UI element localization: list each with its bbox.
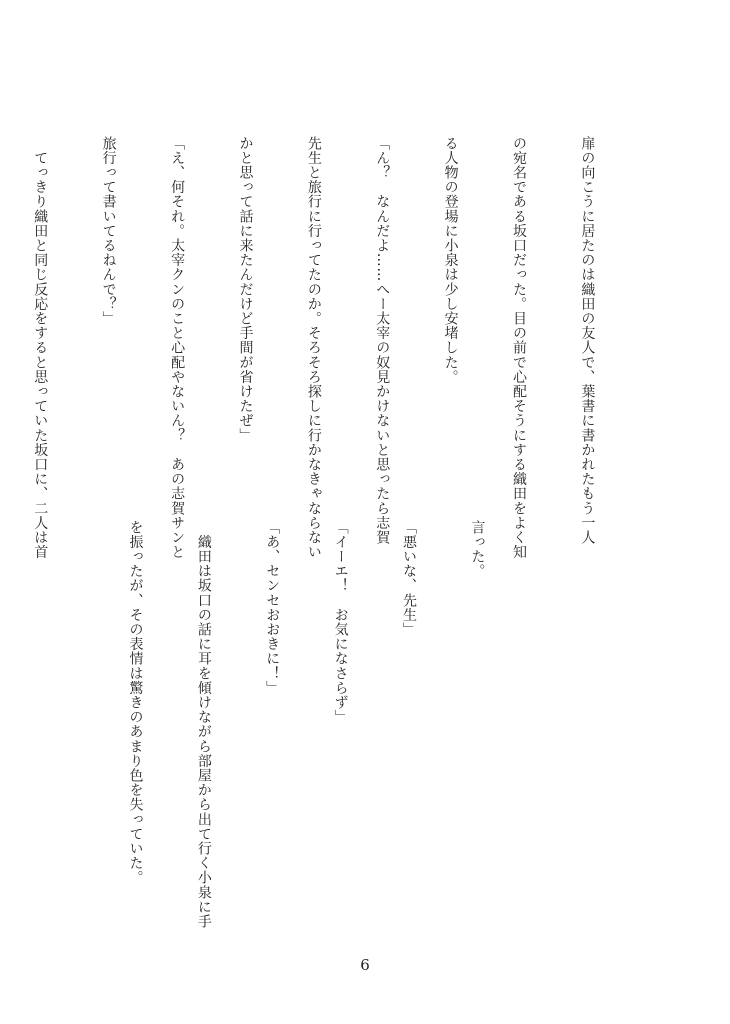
page-number: 6 [360,956,370,974]
text-line: 「ん？ なんだよ……へー太宰の奴見かけないと思ったら志賀 [374,136,391,545]
text-line: を振ったが、その表情は驚きのあまり色を失っていた。 [127,520,144,885]
text-line: る人物の登場に小泉は少し安堵した。 [442,136,459,385]
text-line: 「悪いな、先生」 [401,520,418,637]
text-line: 先生と旅行に行ってたのか。そろそろ探しに行かなきゃならない [305,136,322,560]
text-line: 「イーエ！ お気になさらず」 [332,520,349,725]
lower-text-block [78,520,534,929]
text-line: 扉の向こうに居たのは織田の友人で、葉書に書かれたもう一人 [579,136,596,545]
text-line: の宛名である坂口だった。目の前で心配そうにする織田をよく知 [511,136,528,560]
text-line: 織田は坂口の話に耳を傾けながら部屋から出て行く小泉に手 [195,520,212,929]
text-line: 「あ、センセおおきに！」 [264,520,281,696]
text-line: てっきり織田と同じ反応をすると思っていた坂口に、二人は首 [32,136,49,560]
text-line: 言った。 [469,520,486,579]
text-line: 「え、何それ。太宰クンのこと心配やないん？ あの志賀サンと [169,136,186,560]
text-line: 旅行って書いてるねんで？」 [100,136,117,326]
text-line: かと思って話に来たんだけど手間が省けたぜ」 [237,136,254,443]
